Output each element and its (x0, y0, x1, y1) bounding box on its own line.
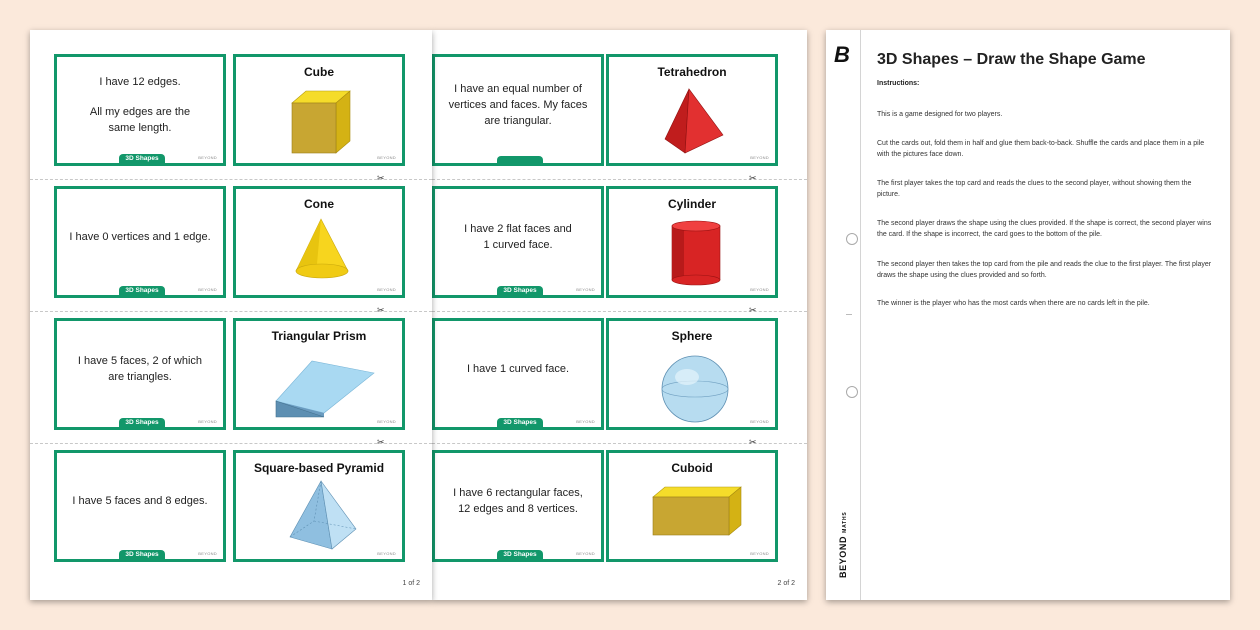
topic-badge: 3D Shapes (119, 154, 165, 164)
card-brand: BEYOND (198, 155, 217, 160)
shape-card-cylinder[interactable] (606, 186, 778, 298)
clue-line: I have 0 vertices and 1 edge. (69, 231, 211, 243)
shape-name: Cuboid (671, 461, 713, 475)
beyond-logo: B (834, 42, 850, 67)
clue-card-cube[interactable] (54, 54, 226, 166)
card-brand: BEYOND (377, 155, 396, 160)
card-brand: BEYOND (750, 419, 769, 424)
instruction-paragraph: This is a game designed for two players. (877, 111, 1003, 118)
card-brand: BEYOND (198, 287, 217, 292)
topic-badge: 3D Shapes (497, 286, 543, 296)
clue-line: are triangular. (484, 115, 552, 127)
shape-card-cone[interactable] (233, 186, 405, 298)
shape-name: Sphere (671, 329, 713, 343)
clue-line: I have 5 faces and 8 edges. (72, 495, 208, 507)
card-brand: BEYOND (377, 419, 396, 424)
shape-card-triangular-prism[interactable] (233, 318, 405, 430)
scissors-icon: ✂ (749, 305, 757, 315)
clue-line: I have 1 curved face. (466, 363, 570, 375)
cut-line (30, 311, 432, 312)
card-brand: BEYOND (750, 287, 769, 292)
shape-card-sphere[interactable] (606, 318, 778, 430)
cuboid-image (609, 479, 775, 555)
shape-name: Triangular Prism (271, 329, 367, 343)
page-title: 3D Shapes – Draw the Shape Game (877, 51, 1146, 68)
instruction-paragraph: The first player takes the top card and reads the clues to the second player, without showing them the picture. (877, 180, 1192, 198)
clue-card-square-based-pyramid[interactable] (54, 450, 226, 562)
instruction-paragraph: The second player draws the shape using the clues provided. If the shape is correct, the second player wins the card. If the shape is incorrect, the card goes to the bottom of the pile. (877, 220, 1212, 238)
clue-line: I have 2 flat faces and (464, 223, 572, 235)
instructions-heading: Instructions: (877, 80, 920, 87)
instruction-paragraph: Cut the cards out, fold them in half and glue them back-to-back. Shuffle the cards and place them in a pile with the pictures face down. (877, 140, 1205, 158)
card-brand: BEYOND (377, 287, 396, 292)
scissors-icon: ✂ (377, 305, 385, 315)
clue-line: 12 edges and 8 vertices. (458, 503, 578, 515)
sphere-image (609, 347, 775, 427)
cylinder-image (609, 215, 775, 295)
cut-line (30, 443, 432, 444)
topic-badge: 3D Shapes (119, 418, 165, 428)
scissors-icon: ✂ (377, 437, 385, 447)
clue-card-cone[interactable] (54, 186, 226, 298)
brand-sub: MATHS (842, 511, 848, 533)
card-brand: BEYOND (576, 419, 595, 424)
card-brand: BEYOND (576, 551, 595, 556)
clue-line: I have 12 edges. (99, 76, 181, 88)
page-number: 1 of 2 (402, 580, 420, 587)
page-number: 2 of 2 (777, 580, 795, 587)
card-brand: BEYOND (576, 287, 595, 292)
clue-line: I have 5 faces, 2 of which (77, 355, 203, 367)
shape-name: Square-based Pyramid (253, 461, 385, 475)
instruction-paragraph: The second player then takes the top card from the pile and reads the clue to the first player. The first player draws the shape using the clues provided and so forth. (877, 261, 1212, 279)
clue-line: vertices and faces. My faces (448, 99, 588, 111)
shape-card-tetrahedron[interactable] (606, 54, 778, 166)
clue-line: are triangles. (108, 371, 172, 383)
clue-line: same length. (108, 122, 172, 134)
clue-line: 1 curved face. (483, 239, 553, 251)
punch-mark (846, 314, 852, 315)
card-brand: BEYOND (377, 551, 396, 556)
tetrahedron-image (609, 83, 775, 159)
cube-image (236, 83, 402, 155)
page-spine (826, 30, 861, 600)
vertical-brand (838, 511, 848, 578)
card-brand: BEYOND (750, 155, 769, 160)
triangular-prism-image (236, 347, 402, 423)
topic-badge: 3D Shapes (119, 550, 165, 560)
shape-name: Cube (304, 65, 334, 79)
topic-badge: 3D Shapes (497, 418, 543, 428)
clue-card-cuboid[interactable] (432, 450, 604, 562)
topic-badge: 3D Shapes (119, 286, 165, 296)
scissors-icon: ✂ (377, 173, 385, 183)
shape-card-cuboid[interactable] (606, 450, 778, 562)
shape-card-cube[interactable] (233, 54, 405, 166)
card-brand: BEYOND (750, 551, 769, 556)
pyramid-image (236, 479, 402, 555)
clue-card-tetrahedron[interactable] (432, 54, 604, 166)
shape-name: Cone (304, 197, 334, 211)
shape-name: Cylinder (667, 197, 716, 211)
clue-card-triangular-prism[interactable] (54, 318, 226, 430)
punch-hole (846, 386, 858, 398)
brand-name: BEYOND (838, 535, 848, 578)
scissors-icon: ✂ (749, 173, 757, 183)
card-brand: BEYOND (198, 419, 217, 424)
shape-name: Tetrahedron (657, 65, 727, 79)
instruction-paragraph: The winner is the player who has the most cards when there are no cards left in the pile. (877, 300, 1150, 307)
clue-line: I have 6 rectangular faces, (453, 487, 583, 499)
worksheet-page-2 (432, 30, 807, 600)
shape-card-square-based-pyramid[interactable] (233, 450, 405, 562)
worksheet-page-1 (30, 30, 432, 600)
clue-card-cylinder[interactable] (432, 186, 604, 298)
clue-line: All my edges are the (89, 106, 191, 118)
scissors-icon: ✂ (749, 437, 757, 447)
cone-image (236, 215, 402, 291)
topic-badge: 3D Shapes (497, 550, 543, 560)
punch-hole (846, 233, 858, 245)
instructions-page (826, 30, 1230, 600)
cut-line (30, 179, 432, 180)
topic-badge (497, 156, 543, 164)
clue-card-sphere[interactable] (432, 318, 604, 430)
card-brand: BEYOND (198, 551, 217, 556)
clue-line: I have an equal number of (454, 83, 582, 95)
